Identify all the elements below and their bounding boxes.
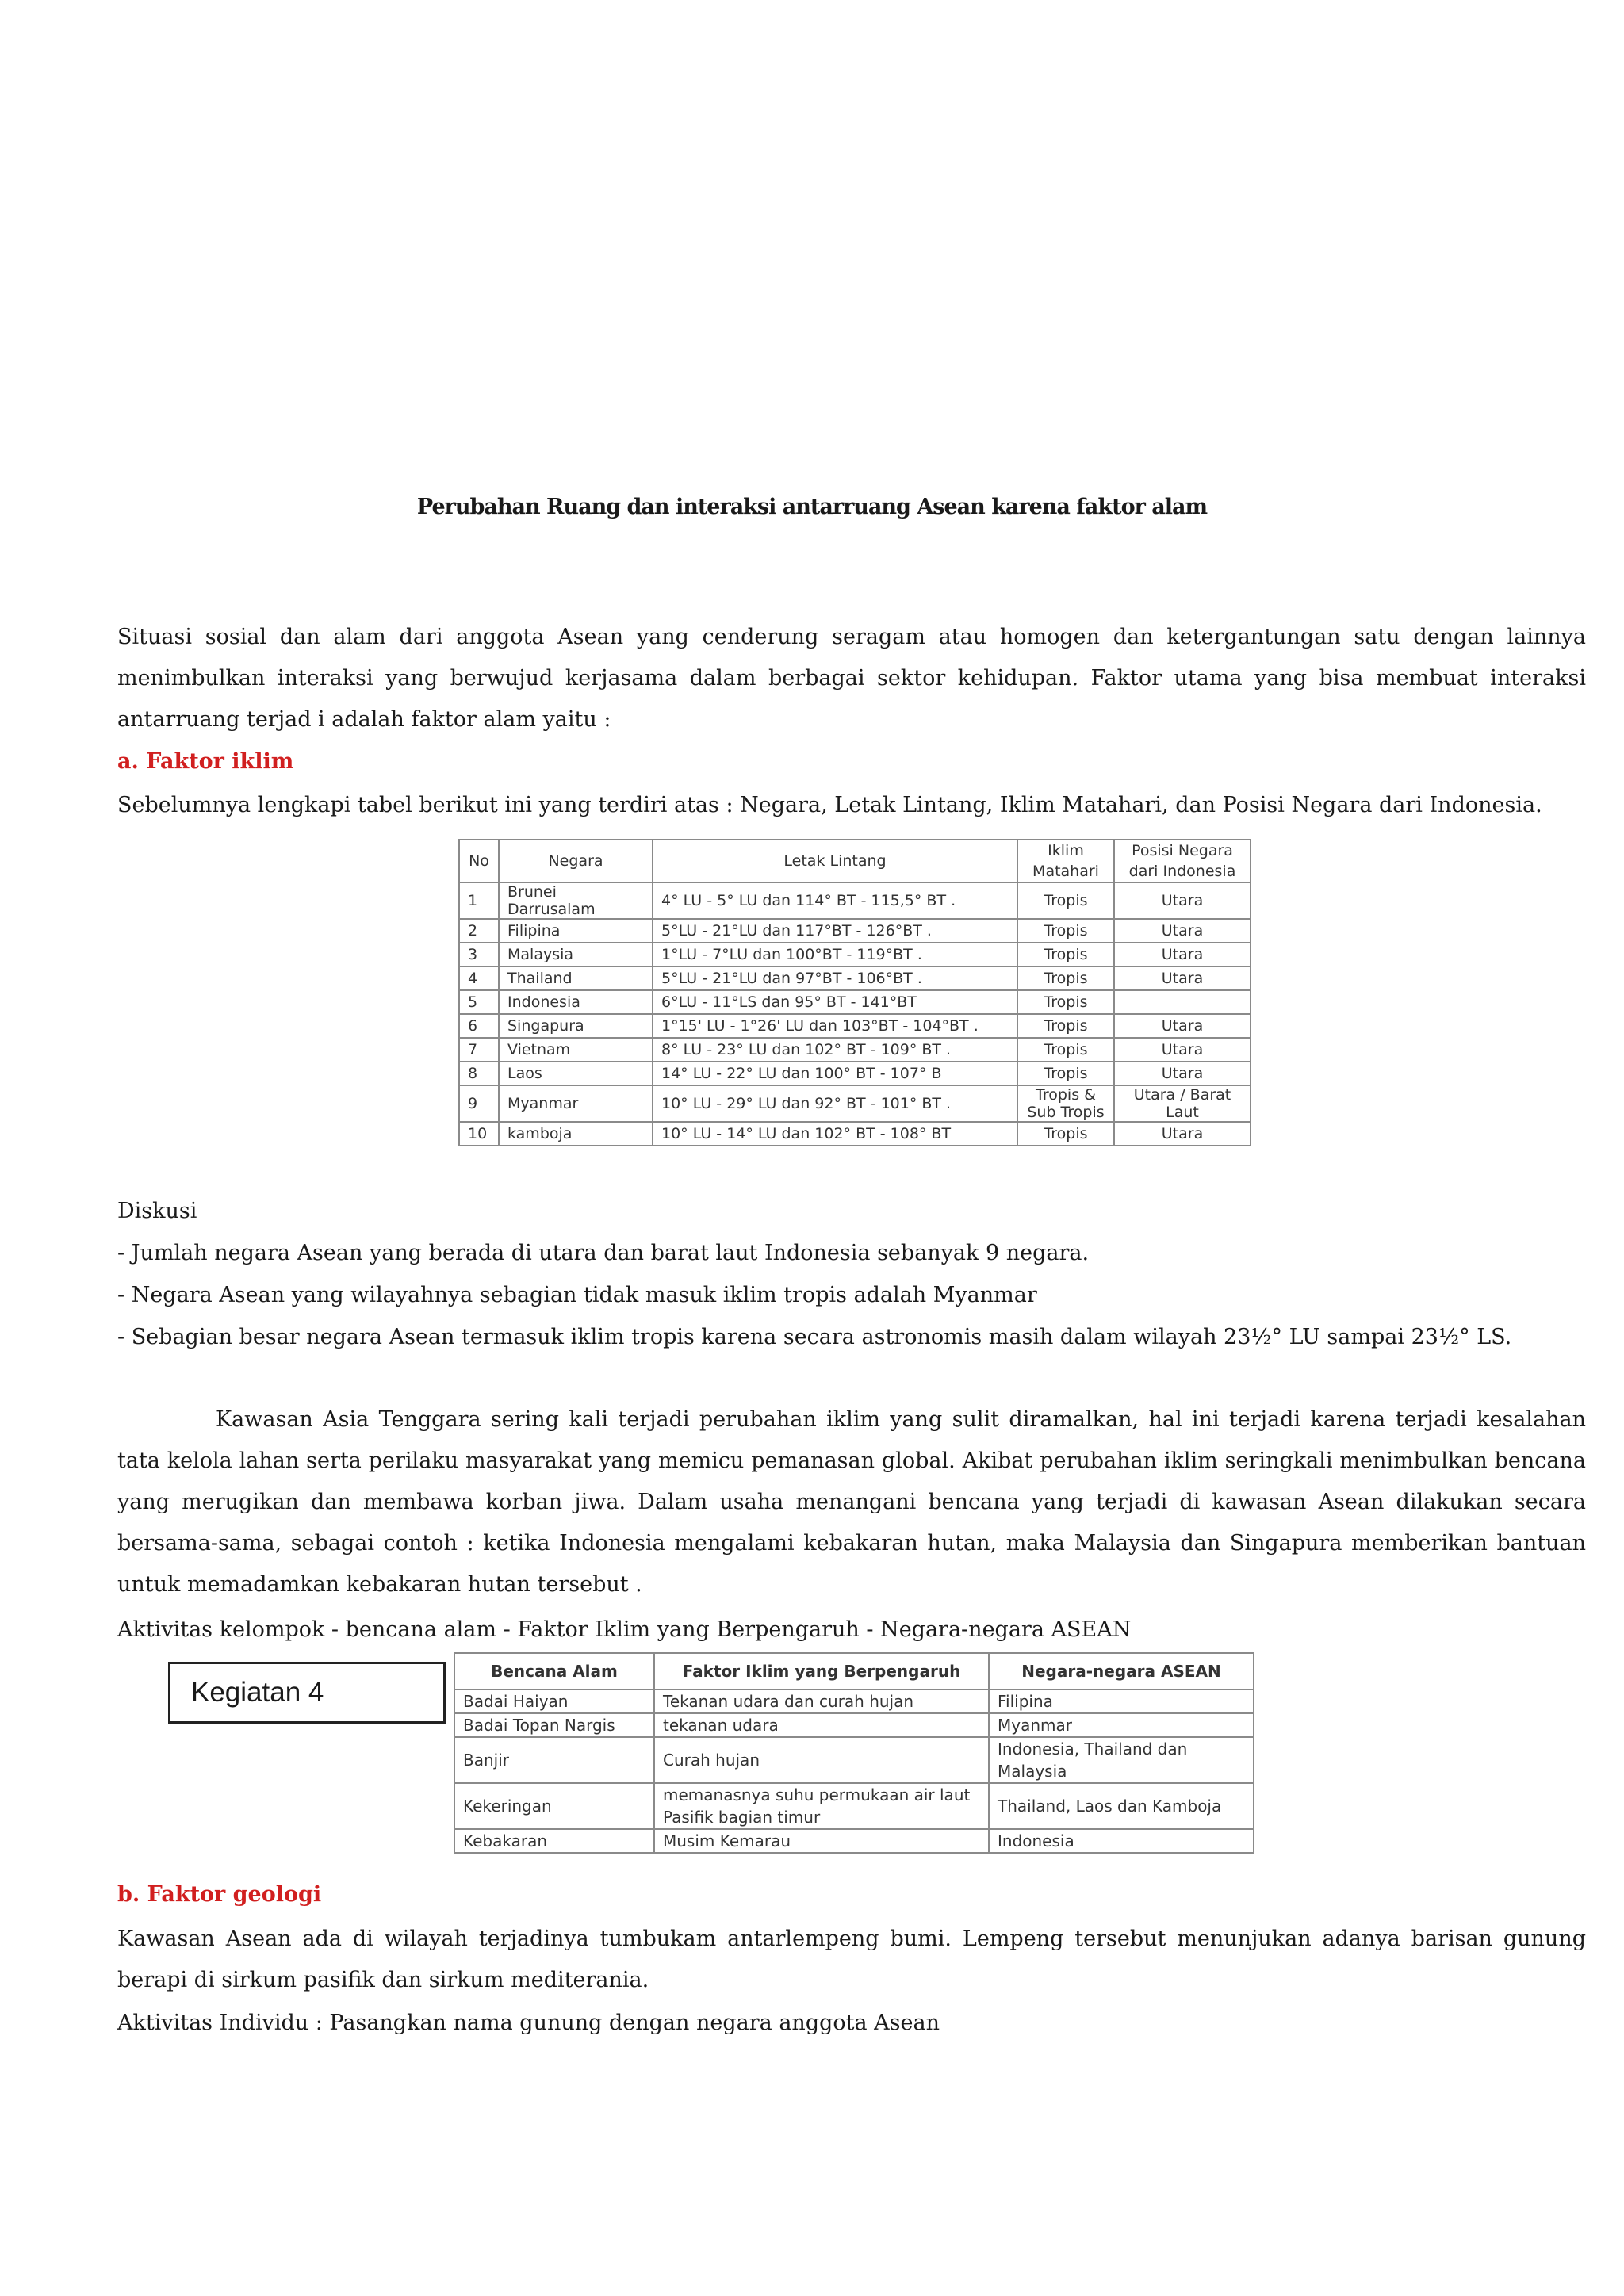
table-row (454, 1829, 1254, 1853)
table-cell: Utara (1114, 1038, 1251, 1062)
table-cell: Utara / Barat Laut (1114, 1085, 1251, 1122)
table-cell: Utara (1114, 1014, 1251, 1038)
table-cell: 4° LU - 5° LU dan 114° BT - 115,5° BT . (653, 882, 1017, 919)
table-row (459, 1014, 1251, 1038)
table-cell: Tropis (1017, 1038, 1114, 1062)
table-cell: Musim Kemarau (654, 1829, 989, 1853)
intro-paragraph: Situasi sosial dan alam dari anggota Asean yang cenderung seragam atau homogen dan ketergantungan satu dengan lainnya menimbulkan interaksi yang berwujud kerjasama dalam berbagai sektor kehidupan. Faktor utama yang bisa membuat interaksi antarruang terjad i adalah faktor alam yaitu : (117, 625, 1586, 732)
table-cell: 9 (459, 1085, 499, 1122)
table-cell: kamboja (499, 1122, 653, 1146)
aktivitas-kelompok: Aktivitas kelompok - bencana alam - Faktor Iklim yang Berpengaruh - Negara-negara ASEAN (117, 1617, 1132, 1642)
table-cell: Tropis (1017, 919, 1114, 943)
table-cell: Laos (499, 1062, 653, 1085)
table-cell: Utara (1114, 1062, 1251, 1085)
table-cell: Utara (1114, 1122, 1251, 1146)
table-row (459, 1062, 1251, 1085)
table-cell: Utara (1114, 966, 1251, 990)
table-cell: Kekeringan (454, 1783, 654, 1829)
table-cell: Banjir (454, 1737, 654, 1783)
table-cell: Myanmar (499, 1085, 653, 1122)
table-cell: Tropis (1017, 882, 1114, 919)
table-cell: Thailand (499, 966, 653, 990)
table-cell: 5°LU - 21°LU dan 97°BT - 106°BT . (653, 966, 1017, 990)
header-negara-asean: Negara-negara ASEAN (989, 1653, 1254, 1689)
table-header-row (454, 1653, 1254, 1689)
table-cell: Tropis (1017, 943, 1114, 966)
table-cell: 7 (459, 1038, 499, 1062)
table-cell: Indonesia (499, 990, 653, 1014)
table-cell: 10° LU - 14° LU dan 102° BT - 108° BT (653, 1122, 1017, 1146)
table-cell: Brunei Darrusalam (499, 882, 653, 919)
page-title: Perubahan Ruang dan interaksi antarruang Asean karena faktor alam (416, 495, 1208, 519)
table-cell: Tropis (1017, 966, 1114, 990)
header-no: No (459, 840, 499, 882)
table-cell: 5°LU - 21°LU dan 117°BT - 126°BT . (653, 919, 1017, 943)
header-faktor: Faktor Iklim yang Berpengaruh (654, 1653, 989, 1689)
table-row (459, 1122, 1251, 1146)
table-header-row (459, 840, 1251, 882)
header-letak-lintang: Letak Lintang (653, 840, 1017, 882)
table-row (459, 1038, 1251, 1062)
diskusi-item: - Sebagian besar negara Asean termasuk iklim tropis karena secara astronomis masih dalam wilayah 23½° LU sampai 23½° LS. (117, 1325, 1512, 1349)
table-cell: Utara (1114, 919, 1251, 943)
table-cell: Myanmar (989, 1713, 1254, 1737)
table-cell: Tropis (1017, 990, 1114, 1014)
table-cell: Filipina (499, 919, 653, 943)
table-cell: 5 (459, 990, 499, 1014)
table-cell: Tropis (1017, 1062, 1114, 1085)
table-cell: 1 (459, 882, 499, 919)
table-cell: Indonesia, Thailand dan Malaysia (989, 1737, 1254, 1783)
header-bencana: Bencana Alam (454, 1653, 654, 1689)
latitude-table (458, 839, 1251, 1146)
table-cell: 4 (459, 966, 499, 990)
table-cell: Curah hujan (654, 1737, 989, 1783)
climate-paragraph: Kawasan Asia Tenggara sering kali terjadi perubahan iklim yang sulit diramalkan, hal ini terjadi karena terjadi kesalahan tata kelola lahan serta perilaku masyarakat yang memicu pemanasan global. Akibat perubahan iklim seringkali menimbulkan bencana yang merugikan dan membawa korban jiwa. Dalam usaha menangani bencana yang terjadi di kawasan Asean dilakukan secara bersama-sama, sebagai contoh : ketika Indonesia mengalami kebakaran hutan, maka Malaysia dan Singapura memberikan bantuan untuk memadamkan kebakaran hutan tersebut . (117, 1407, 1586, 1597)
table-cell: Filipina (989, 1689, 1254, 1713)
table-cell: Malaysia (499, 943, 653, 966)
table-cell: Utara (1114, 882, 1251, 919)
table-cell: Tropis (1017, 1122, 1114, 1146)
section-b-activity: Aktivitas Individu : Pasangkan nama gunung dengan negara anggota Asean (117, 2011, 940, 2035)
table-row (454, 1783, 1254, 1829)
table-cell: 10° LU - 29° LU dan 92° BT - 101° BT . (653, 1085, 1017, 1122)
table-row (459, 990, 1251, 1014)
table-row (459, 919, 1251, 943)
table-cell: Tekanan udara dan curah hujan (654, 1689, 989, 1713)
table-row (459, 882, 1251, 919)
table-cell: Thailand, Laos dan Kamboja (989, 1783, 1254, 1829)
table-row (459, 943, 1251, 966)
table-cell: 3 (459, 943, 499, 966)
section-a-heading: a. Faktor iklim (117, 749, 294, 774)
table-row (454, 1713, 1254, 1737)
section-a-instruction: Sebelumnya lengkapi tabel berikut ini yang terdiri atas : Negara, Letak Lintang, Iklim Matahari, dan Posisi Negara dari Indonesia. (117, 793, 1542, 817)
table-cell: 2 (459, 919, 499, 943)
table-cell: 10 (459, 1122, 499, 1146)
disaster-table (454, 1652, 1254, 1854)
table-cell: Tropis & Sub Tropis (1017, 1085, 1114, 1122)
section-b-text: Kawasan Asean ada di wilayah terjadinya tumbukam antarlempeng bumi. Lempeng tersebut menunjukan adanya barisan gunung berapi di sirkum pasifik dan sirkum mediterania. (117, 1927, 1586, 1992)
table-cell: memanasnya suhu permukaan air laut Pasifik bagian timur (654, 1783, 989, 1829)
table-cell: Vietnam (499, 1038, 653, 1062)
table-row (459, 1085, 1251, 1122)
table-cell: 6°LU - 11°LS dan 95° BT - 141°BT (653, 990, 1017, 1014)
table-cell: Utara (1114, 943, 1251, 966)
table-cell (1114, 990, 1251, 1014)
table-row (454, 1689, 1254, 1713)
header-posisi: Posisi Negara dari Indonesia (1114, 840, 1251, 882)
table-cell: Kebakaran (454, 1829, 654, 1853)
table-row (459, 966, 1251, 990)
table-cell: Badai Haiyan (454, 1689, 654, 1713)
table-cell: Singapura (499, 1014, 653, 1038)
table-cell: 8° LU - 23° LU dan 102° BT - 109° BT . (653, 1038, 1017, 1062)
table-cell: 1°15' LU - 1°26' LU dan 103°BT - 104°BT . (653, 1014, 1017, 1038)
diskusi-item: - Jumlah negara Asean yang berada di utara dan barat laut Indonesia sebanyak 9 negara. (117, 1241, 1090, 1265)
table-cell: Tropis (1017, 1014, 1114, 1038)
table-cell: tekanan udara (654, 1713, 989, 1737)
kegiatan-box: Kegiatan 4 (168, 1662, 446, 1724)
header-iklim: Iklim Matahari (1017, 840, 1114, 882)
table-cell: Badai Topan Nargis (454, 1713, 654, 1737)
header-negara: Negara (499, 840, 653, 882)
diskusi-item: - Negara Asean yang wilayahnya sebagian tidak masuk iklim tropis adalah Myanmar (117, 1283, 1037, 1307)
table-cell: 8 (459, 1062, 499, 1085)
table-cell: 6 (459, 1014, 499, 1038)
section-b-heading: b. Faktor geologi (117, 1882, 322, 1907)
diskusi-heading: Diskusi (117, 1199, 197, 1223)
table-row (454, 1737, 1254, 1783)
table-cell: 1°LU - 7°LU dan 100°BT - 119°BT . (653, 943, 1017, 966)
table-cell: Indonesia (989, 1829, 1254, 1853)
table-cell: 14° LU - 22° LU dan 100° BT - 107° B (653, 1062, 1017, 1085)
